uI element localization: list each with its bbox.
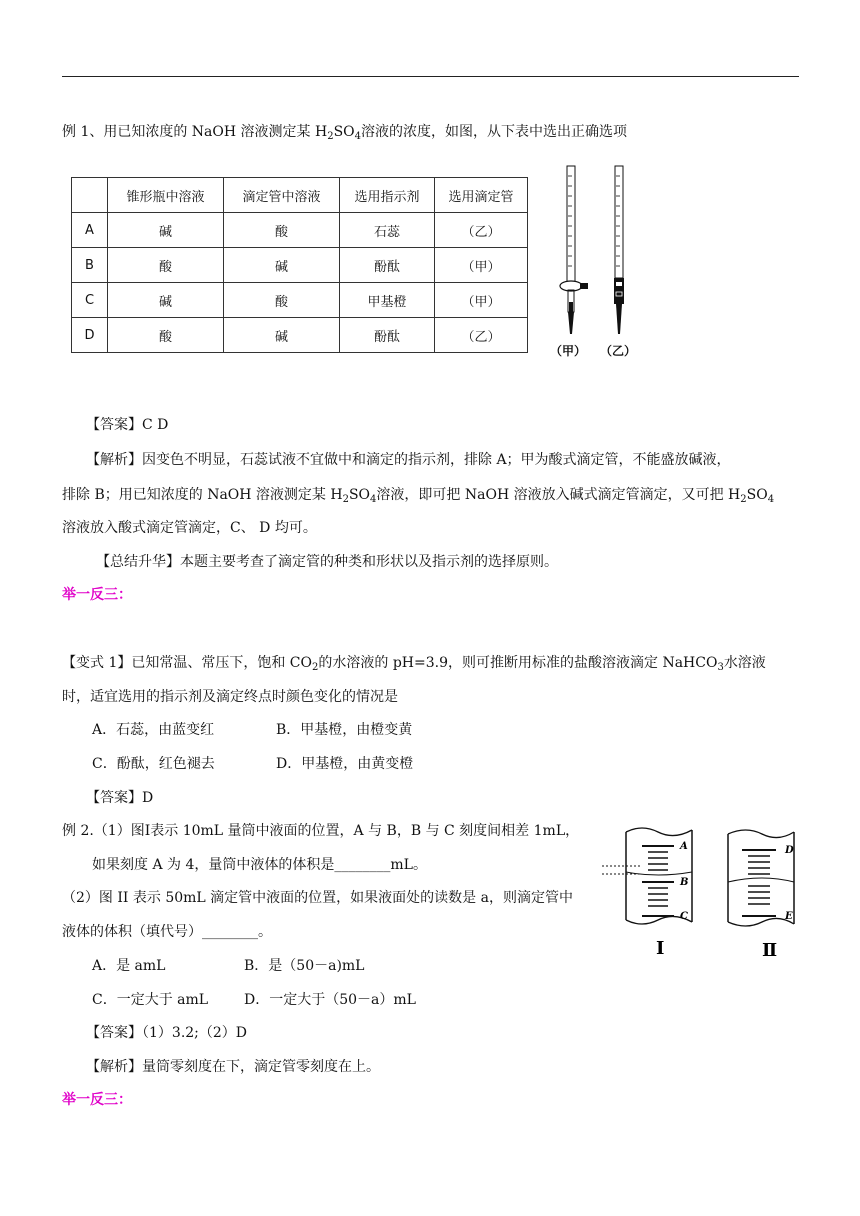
example2-line2: 如果刻度 A 为 4，量筒中液体的体积是________mL。 [92, 857, 427, 873]
variant1-option-d: D．甲基橙，由黄变橙 [276, 756, 414, 772]
summary1: 【总结升华】本题主要考查了滴定管的种类和形状以及指示剂的选择原则。 [96, 554, 558, 570]
variant1-line2: 时，适宜选用的指示剂及滴定终点时颜色变化的情况是 [62, 689, 398, 705]
table-cell: 石蕊 [340, 213, 435, 248]
table-cell: B [72, 248, 108, 283]
table-cell: 碱 [224, 318, 340, 353]
example2-analysis: 【解析】量筒零刻度在下，滴定管零刻度在上。 [86, 1059, 380, 1075]
options-table [71, 177, 528, 353]
mark-d: D [785, 845, 794, 856]
example2-line1: 例 2.（1）图Ⅰ表示 10mL 量筒中液面的位置，A 与 B，B 与 C 刻度间相差 1mL， [62, 823, 580, 839]
variant1-line1: 【变式 1】已知常温、常压下，饱和 $CO_2$的水溶液的 pH=3.9，则可推断用标准的盐酸溶液滴定 NaHCO$_3$水溶液 [62, 655, 766, 673]
label-yi: （乙） [600, 344, 637, 358]
mark-b: B [680, 877, 689, 888]
table-header-cell: 锥形瓶中溶液 [108, 178, 224, 213]
analysis1-line2: 排除 B；用已知浓度的 NaOH 溶液测定某 $H_2SO_4$溶液，即可把 NaOH 溶液放入碱式滴定管滴定，又可把 $H_2SO_4$ [62, 487, 775, 505]
table-cell: （乙） [435, 318, 528, 353]
table-cell: 酸 [224, 213, 340, 248]
table-cell: A [72, 213, 108, 248]
header-rule [62, 76, 799, 77]
example2-option-c: C．一定大于 amL [92, 992, 209, 1008]
table-cell: D [72, 318, 108, 353]
mark-c: C [680, 911, 688, 922]
table-header-cell: 选用滴定管 [435, 178, 528, 213]
table-cell: （甲） [435, 283, 528, 318]
answer1: 【答案】C D [86, 417, 169, 433]
variant1-option-c: C．酚酞，红色褪去 [92, 756, 215, 772]
graduated-cylinder-icon [602, 828, 692, 924]
cylinder-figure [602, 822, 802, 972]
table-cell: 碱 [108, 213, 224, 248]
figure-label-2: Ⅱ [762, 940, 778, 961]
burette-figure [548, 162, 648, 362]
table-cell: 甲基橙 [340, 283, 435, 318]
example2-answer: 【答案】（1）3.2;（2）D [86, 1025, 248, 1041]
table-cell: 碱 [108, 283, 224, 318]
practice-heading-2: 举一反三： [62, 1092, 132, 1108]
table-cell: （甲） [435, 248, 528, 283]
example2-option-a: A．是 amL [92, 958, 166, 974]
table-cell: 酸 [224, 283, 340, 318]
practice-heading: 举一反三： [62, 587, 132, 603]
example1-question: 例 1、用已知浓度的 NaOH 溶液测定某 $H_2SO_4$溶液的浓度，如图，从下表中选出正确选项 [62, 124, 628, 142]
figure-label-1: I [656, 938, 665, 959]
variant1-option-a: A．石蕊，由蓝变红 [92, 722, 215, 738]
table-row [72, 318, 528, 353]
base-burette-icon [614, 166, 624, 334]
table-cell: 酚酞 [340, 248, 435, 283]
table-row [72, 283, 528, 318]
table-cell [72, 178, 108, 213]
table-cell: 酚酞 [340, 318, 435, 353]
table-header-cell: 选用指示剂 [340, 178, 435, 213]
example2-option-d: D．一定大于（50－a）mL [244, 992, 416, 1008]
analysis1-line1: 【解析】因变色不明显，石蕊试液不宜做中和滴定的指示剂，排除 A；甲为酸式滴定管，不能盛放碱液， [86, 452, 731, 468]
variant1-answer: 【答案】D [86, 790, 154, 806]
table-header-row [72, 178, 528, 213]
table-row [72, 213, 528, 248]
table-header-cell: 滴定管中溶液 [224, 178, 340, 213]
mark-e: E [785, 911, 793, 922]
example2-line4: 液体的体积（填代号）________。 [62, 924, 272, 940]
label-jia: （甲） [550, 344, 587, 358]
example2-line3: （2）图 II 表示 50mL 滴定管中液面的位置，如果液面处的读数是 a，则滴定管中 [62, 890, 573, 906]
analysis1-line3: 溶液放入酸式滴定管滴定，C、 D 均可。 [62, 520, 317, 536]
table-cell: （乙） [435, 213, 528, 248]
example2-option-b: B．是（50－a)mL [244, 958, 365, 974]
table-cell: 碱 [224, 248, 340, 283]
table-cell: 酸 [108, 318, 224, 353]
table-cell: 酸 [108, 248, 224, 283]
acid-burette-icon [560, 166, 588, 334]
table-cell: C [72, 283, 108, 318]
table-row [72, 248, 528, 283]
variant1-option-b: B．甲基橙，由橙变黄 [276, 722, 413, 738]
mark-a: A [680, 841, 688, 852]
